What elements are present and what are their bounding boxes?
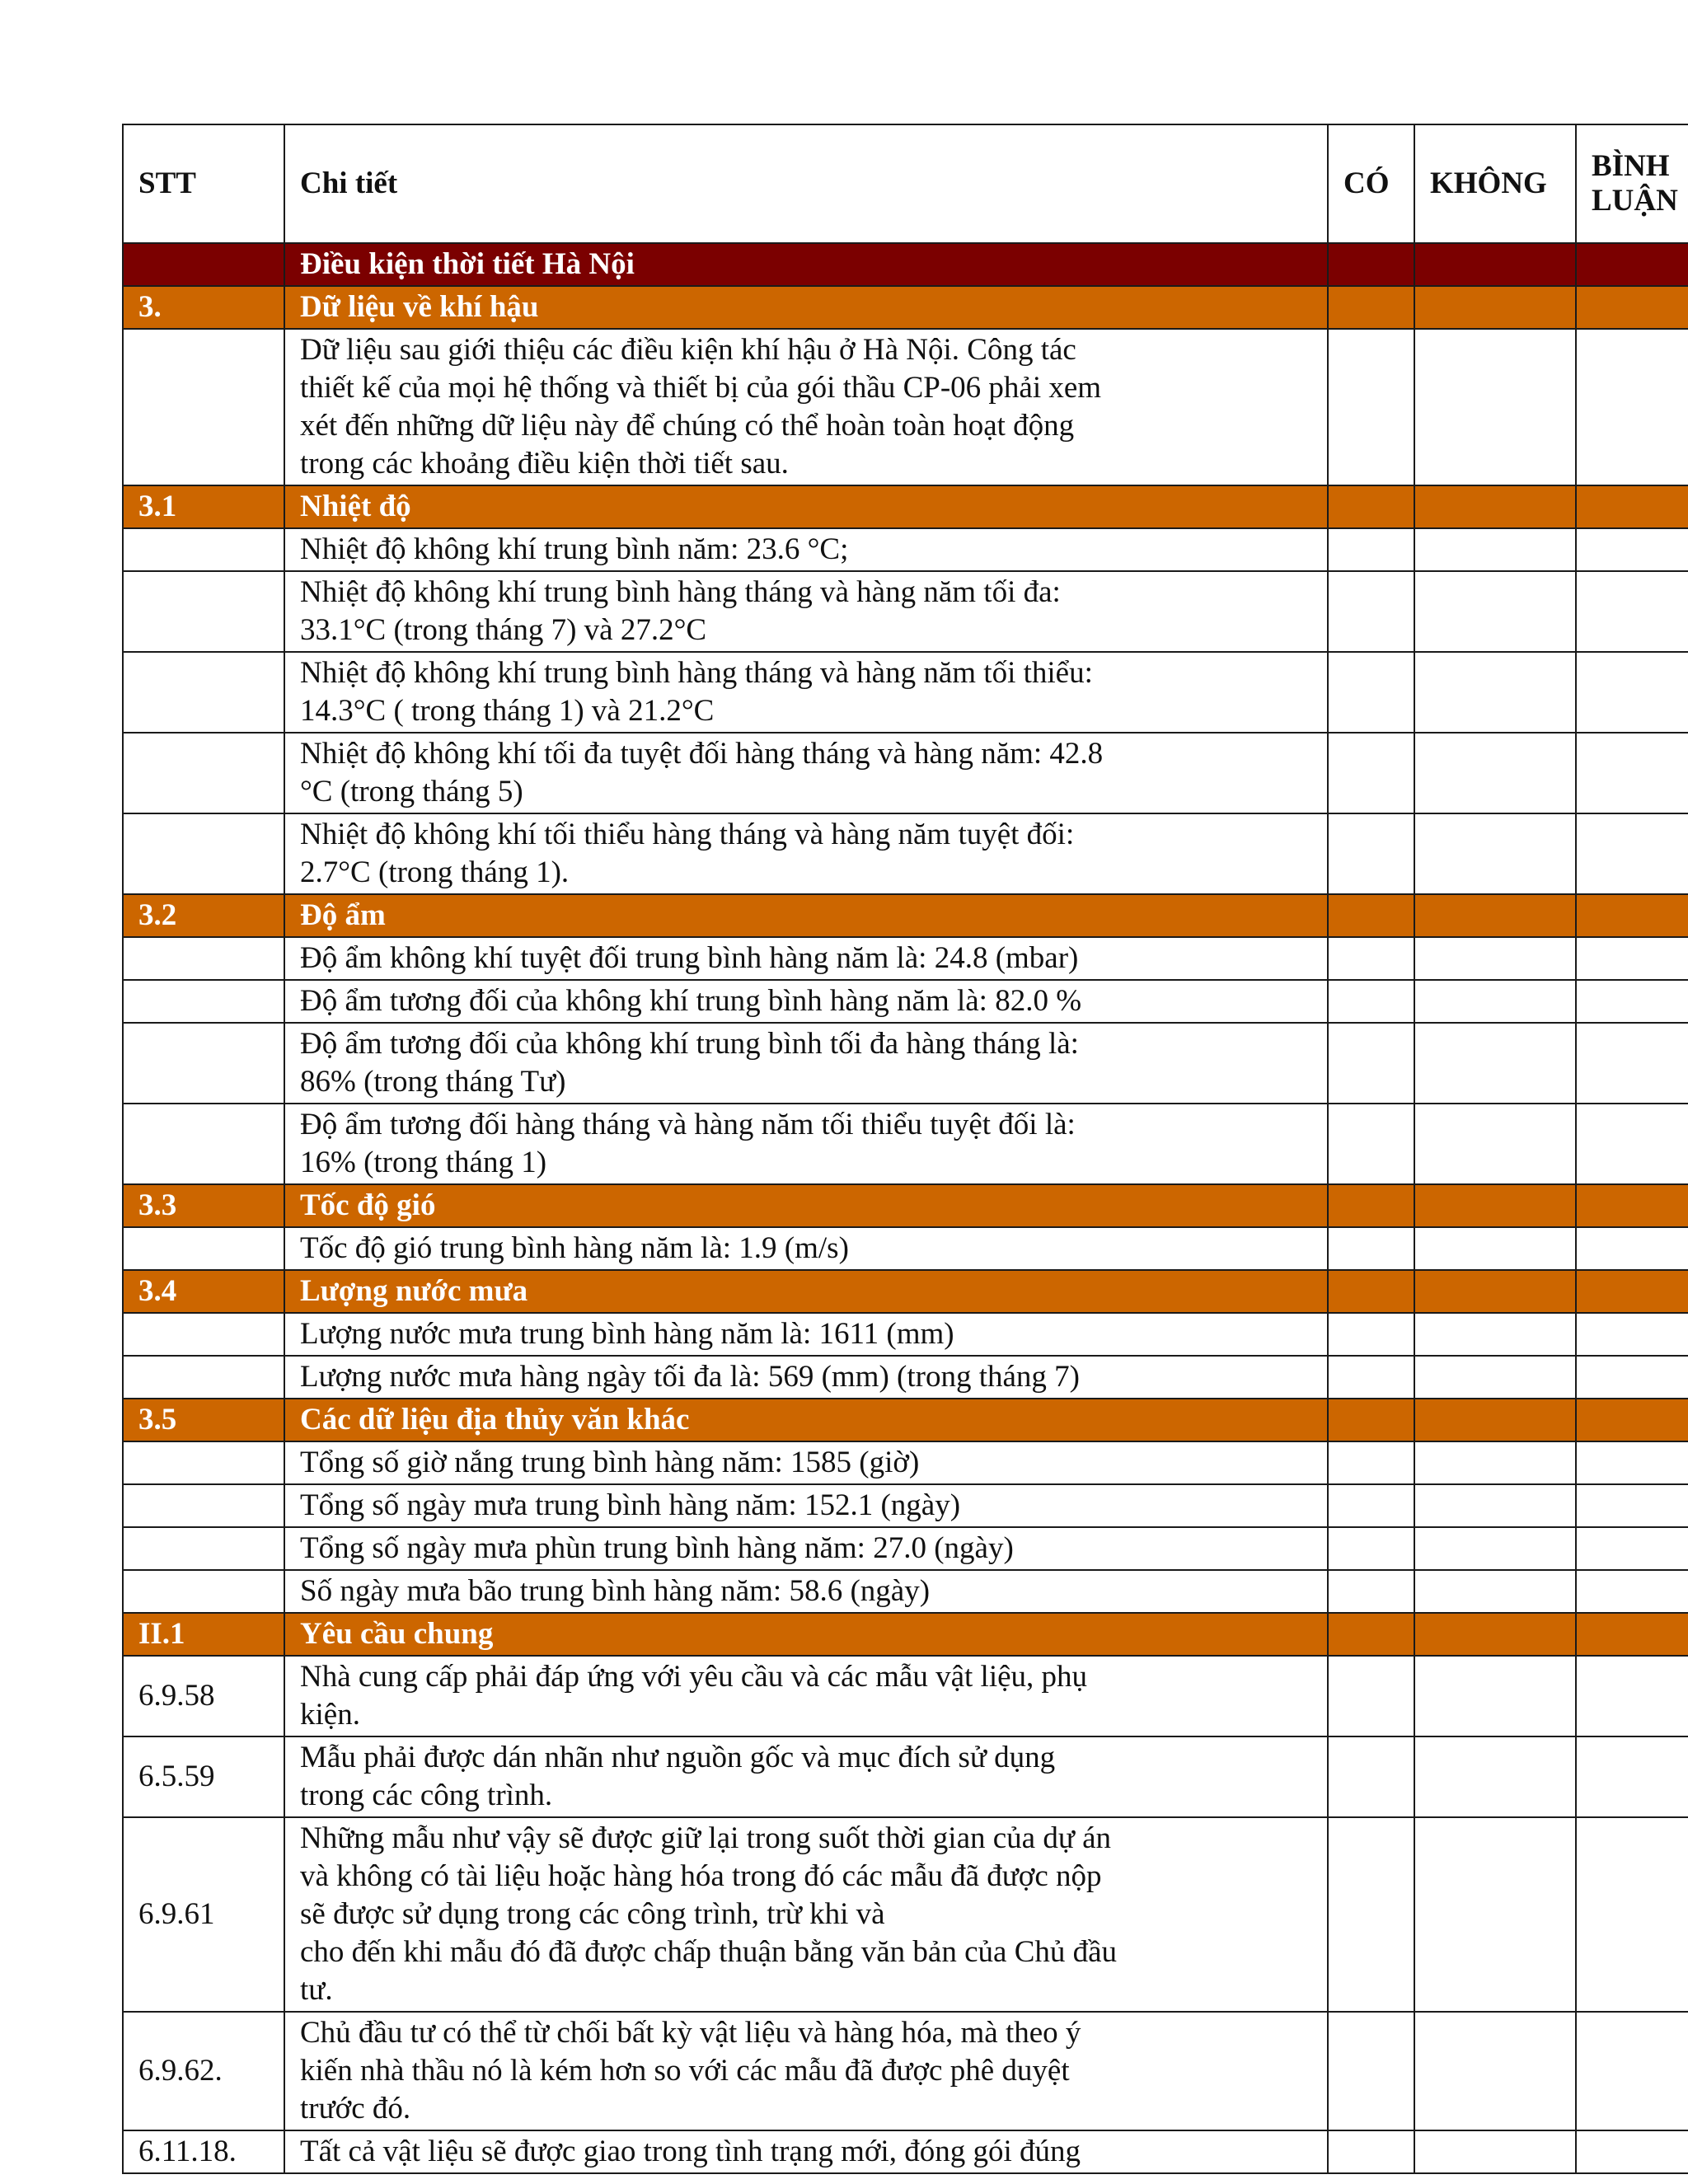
section-heading-row xyxy=(123,286,1688,329)
comment-cell[interactable] xyxy=(1576,652,1688,733)
section-no-cell xyxy=(1414,485,1576,528)
table-row xyxy=(123,733,1688,813)
yes-checkbox-cell[interactable] xyxy=(1328,1484,1414,1527)
comment-cell[interactable] xyxy=(1576,980,1688,1023)
comment-cell[interactable] xyxy=(1576,1817,1688,2012)
comment-cell[interactable] xyxy=(1576,2012,1688,2130)
detail-line: sẽ được sử dụng trong các công trình, trừ khi và xyxy=(300,1897,885,1931)
section-yes-cell xyxy=(1328,1399,1414,1441)
section-heading-row xyxy=(123,1184,1688,1227)
row-detail xyxy=(284,652,1328,733)
table-row xyxy=(123,1227,1688,1270)
table-row xyxy=(123,1817,1688,2012)
row-detail xyxy=(284,733,1328,813)
row-stt xyxy=(123,1356,284,1399)
detail-line: Độ ẩm tương đối của không khí trung bình hàng năm là: 82.0 % xyxy=(300,984,1082,1018)
yes-checkbox-cell[interactable] xyxy=(1328,652,1414,733)
row-stt xyxy=(123,1441,284,1484)
detail-line: 14.3°C ( trong tháng 1) và 21.2°C xyxy=(300,694,715,728)
no-checkbox-cell[interactable] xyxy=(1414,329,1576,485)
section-number: 3.4 xyxy=(123,1270,284,1313)
yes-checkbox-cell[interactable] xyxy=(1328,571,1414,652)
section-number: 3.3 xyxy=(123,1184,284,1227)
row-detail xyxy=(284,528,1328,571)
comment-cell[interactable] xyxy=(1576,1484,1688,1527)
no-checkbox-cell[interactable] xyxy=(1414,937,1576,980)
row-detail xyxy=(284,937,1328,980)
row-stt: 6.5.59 xyxy=(123,1736,284,1817)
no-checkbox-cell[interactable] xyxy=(1414,1104,1576,1184)
row-detail xyxy=(284,1441,1328,1484)
row-detail xyxy=(284,1656,1328,1736)
row-detail xyxy=(284,1227,1328,1270)
section-heading-row xyxy=(123,894,1688,937)
row-stt xyxy=(123,528,284,571)
table-row xyxy=(123,1570,1688,1613)
row-detail xyxy=(284,1356,1328,1399)
detail-line: cho đến khi mẫu đó đã được chấp thuận bằng văn bản của Chủ đầu xyxy=(300,1935,1118,1969)
table-row xyxy=(123,813,1688,894)
detail-line: tư. xyxy=(300,1973,333,2007)
detail-line: Nhiệt độ không khí trung bình hàng tháng và hàng năm tối thiểu: xyxy=(300,656,1093,690)
section-number: 3.5 xyxy=(123,1399,284,1441)
row-detail xyxy=(284,1736,1328,1817)
detail-line: Lượng nước mưa trung bình hàng năm là: 1611 (mm) xyxy=(300,1317,954,1351)
detail-line: và không có tài liệu hoặc hàng hóa trong đó các mẫu đã được nộp xyxy=(300,1859,1102,1893)
row-stt xyxy=(123,1527,284,1570)
row-detail xyxy=(284,1817,1328,2012)
detail-line: 2.7°C (trong tháng 1). xyxy=(300,855,570,889)
section-number: II.1 xyxy=(123,1613,284,1656)
section-no-cell xyxy=(1414,1613,1576,1656)
row-stt xyxy=(123,733,284,813)
section-no-cell xyxy=(1414,1184,1576,1227)
comment-cell[interactable] xyxy=(1576,937,1688,980)
yes-checkbox-cell[interactable] xyxy=(1328,937,1414,980)
detail-line: Những mẫu như vậy sẽ được giữ lại trong suốt thời gian của dự án xyxy=(300,1821,1112,1855)
detail-line: trong các công trình. xyxy=(300,1779,553,1812)
detail-line: Nhà cung cấp phải đáp ứng với yêu cầu và các mẫu vật liệu, phụ xyxy=(300,1660,1088,1694)
title-no-cell xyxy=(1414,243,1576,286)
section-comment-cell xyxy=(1576,894,1688,937)
detail-line: xét đến những dữ liệu này để chúng có thể hoàn toàn hoạt động xyxy=(300,409,1075,443)
yes-checkbox-cell[interactable] xyxy=(1328,1023,1414,1104)
no-checkbox-cell[interactable] xyxy=(1414,1356,1576,1399)
table-row xyxy=(123,2130,1688,2173)
no-checkbox-cell[interactable] xyxy=(1414,1736,1576,1817)
section-yes-cell xyxy=(1328,1613,1414,1656)
title-stt-cell xyxy=(123,243,284,286)
row-stt xyxy=(123,1023,284,1104)
yes-checkbox-cell[interactable] xyxy=(1328,329,1414,485)
table-row xyxy=(123,329,1688,485)
detail-line: Độ ẩm không khí tuyệt đối trung bình hàng năm là: 24.8 (mbar) xyxy=(300,941,1079,975)
yes-checkbox-cell[interactable] xyxy=(1328,1570,1414,1613)
detail-line: Nhiệt độ không khí tối đa tuyệt đối hàng tháng và hàng năm: 42.8 xyxy=(300,737,1104,771)
detail-line: Tổng số ngày mưa phùn trung bình hàng năm: 27.0 (ngày) xyxy=(300,1531,1014,1565)
row-stt xyxy=(123,1227,284,1270)
header-detail: Chi tiết xyxy=(284,124,1328,243)
detail-line: kiện. xyxy=(300,1698,360,1732)
yes-checkbox-cell[interactable] xyxy=(1328,1441,1414,1484)
yes-checkbox-cell[interactable] xyxy=(1328,1227,1414,1270)
comment-cell[interactable] xyxy=(1576,1227,1688,1270)
no-checkbox-cell[interactable] xyxy=(1414,1023,1576,1104)
comment-cell[interactable] xyxy=(1576,733,1688,813)
detail-line: Dữ liệu sau giới thiệu các điều kiện khí hậu ở Hà Nội. Công tác xyxy=(300,333,1076,367)
section-comment-cell xyxy=(1576,1184,1688,1227)
section-heading: Độ ẩm xyxy=(284,894,1328,937)
table-row xyxy=(123,1104,1688,1184)
detail-line: Tổng số giờ nắng trung bình hàng năm: 1585 (giờ) xyxy=(300,1446,920,1479)
no-checkbox-cell[interactable] xyxy=(1414,571,1576,652)
yes-checkbox-cell[interactable] xyxy=(1328,1656,1414,1736)
section-heading: Dữ liệu về khí hậu xyxy=(284,286,1328,329)
yes-checkbox-cell[interactable] xyxy=(1328,1527,1414,1570)
header-yes: CÓ xyxy=(1328,124,1414,243)
row-detail xyxy=(284,1484,1328,1527)
yes-checkbox-cell[interactable] xyxy=(1328,1313,1414,1356)
section-heading-row xyxy=(123,1613,1688,1656)
header-comment: BÌNH LUẬN xyxy=(1576,124,1688,243)
yes-checkbox-cell[interactable] xyxy=(1328,2130,1414,2173)
comment-cell[interactable] xyxy=(1576,1527,1688,1570)
requirements-checklist-table xyxy=(122,124,1688,2174)
section-comment-cell xyxy=(1576,1270,1688,1313)
yes-checkbox-cell[interactable] xyxy=(1328,2012,1414,2130)
table-title: Điều kiện thời tiết Hà Nội xyxy=(284,243,1328,286)
no-checkbox-cell[interactable] xyxy=(1414,1484,1576,1527)
row-stt xyxy=(123,1313,284,1356)
row-detail xyxy=(284,1023,1328,1104)
no-checkbox-cell[interactable] xyxy=(1414,733,1576,813)
yes-checkbox-cell[interactable] xyxy=(1328,980,1414,1023)
section-number: 3.1 xyxy=(123,485,284,528)
detail-line: kiến nhà thầu nó là kém hơn so với các mẫu đã được phê duyệt xyxy=(300,2054,1070,2088)
no-checkbox-cell[interactable] xyxy=(1414,813,1576,894)
table-row xyxy=(123,1656,1688,1736)
row-stt: 6.9.58 xyxy=(123,1656,284,1736)
row-detail xyxy=(284,2012,1328,2130)
table-row xyxy=(123,528,1688,571)
yes-checkbox-cell[interactable] xyxy=(1328,528,1414,571)
no-checkbox-cell[interactable] xyxy=(1414,1570,1576,1613)
table-row xyxy=(123,1736,1688,1817)
table-row xyxy=(123,652,1688,733)
section-no-cell xyxy=(1414,894,1576,937)
section-yes-cell xyxy=(1328,894,1414,937)
detail-line: trong các khoảng điều kiện thời tiết sau. xyxy=(300,447,789,480)
row-stt xyxy=(123,980,284,1023)
table-header-row xyxy=(123,124,1688,243)
detail-line: Nhiệt độ không khí trung bình năm: 23.6 °C; xyxy=(300,532,849,566)
comment-cell[interactable] xyxy=(1576,1023,1688,1104)
no-checkbox-cell[interactable] xyxy=(1414,980,1576,1023)
detail-line: Nhiệt độ không khí tối thiểu hàng tháng và hàng năm tuyệt đối: xyxy=(300,818,1075,851)
no-checkbox-cell[interactable] xyxy=(1414,2012,1576,2130)
section-heading-row xyxy=(123,1399,1688,1441)
section-heading: Tốc độ gió xyxy=(284,1184,1328,1227)
title-row xyxy=(123,243,1688,286)
no-checkbox-cell[interactable] xyxy=(1414,1441,1576,1484)
no-checkbox-cell[interactable] xyxy=(1414,1227,1576,1270)
section-no-cell xyxy=(1414,286,1576,329)
comment-cell[interactable] xyxy=(1576,329,1688,485)
row-stt xyxy=(123,652,284,733)
section-no-cell xyxy=(1414,1270,1576,1313)
table-row xyxy=(123,1484,1688,1527)
table-row xyxy=(123,1441,1688,1484)
table-row xyxy=(123,1356,1688,1399)
section-yes-cell xyxy=(1328,1270,1414,1313)
row-stt: 6.11.18. xyxy=(123,2130,284,2173)
table-row xyxy=(123,980,1688,1023)
row-stt xyxy=(123,329,284,485)
no-checkbox-cell[interactable] xyxy=(1414,1817,1576,2012)
section-heading-row xyxy=(123,1270,1688,1313)
table-row xyxy=(123,1313,1688,1356)
section-heading: Các dữ liệu địa thủy văn khác xyxy=(284,1399,1328,1441)
row-detail xyxy=(284,1570,1328,1613)
detail-line: 86% (trong tháng Tư) xyxy=(300,1065,566,1099)
row-detail xyxy=(284,1313,1328,1356)
comment-cell[interactable] xyxy=(1576,571,1688,652)
yes-checkbox-cell[interactable] xyxy=(1328,1817,1414,2012)
no-checkbox-cell[interactable] xyxy=(1414,1313,1576,1356)
section-heading-row xyxy=(123,485,1688,528)
yes-checkbox-cell[interactable] xyxy=(1328,1736,1414,1817)
section-comment-cell xyxy=(1576,1399,1688,1441)
section-yes-cell xyxy=(1328,485,1414,528)
comment-cell[interactable] xyxy=(1576,1441,1688,1484)
detail-line: Mẫu phải được dán nhãn như nguồn gốc và mục đích sử dụng xyxy=(300,1741,1056,1774)
section-yes-cell xyxy=(1328,1184,1414,1227)
section-number: 3.2 xyxy=(123,894,284,937)
table-row xyxy=(123,1527,1688,1570)
comment-cell[interactable] xyxy=(1576,528,1688,571)
row-stt xyxy=(123,937,284,980)
no-checkbox-cell[interactable] xyxy=(1414,2130,1576,2173)
row-detail xyxy=(284,980,1328,1023)
header-no: KHÔNG xyxy=(1414,124,1576,243)
detail-line: °C (trong tháng 5) xyxy=(300,775,523,808)
comment-cell[interactable] xyxy=(1576,1656,1688,1736)
detail-line: Độ ẩm tương đối của không khí trung bình tối đa hàng tháng là: xyxy=(300,1027,1079,1061)
detail-line: thiết kế của mọi hệ thống và thiết bị của gói thầu CP-06 phải xem xyxy=(300,371,1102,405)
row-stt: 6.9.62. xyxy=(123,2012,284,2130)
comment-cell[interactable] xyxy=(1576,1736,1688,1817)
title-yes-cell xyxy=(1328,243,1414,286)
comment-cell[interactable] xyxy=(1576,813,1688,894)
no-checkbox-cell[interactable] xyxy=(1414,1656,1576,1736)
yes-checkbox-cell[interactable] xyxy=(1328,733,1414,813)
yes-checkbox-cell[interactable] xyxy=(1328,1356,1414,1399)
row-stt xyxy=(123,1484,284,1527)
row-stt: 6.9.61 xyxy=(123,1817,284,2012)
detail-line: 16% (trong tháng 1) xyxy=(300,1146,547,1179)
detail-line: trước đó. xyxy=(300,2092,411,2125)
row-stt xyxy=(123,571,284,652)
comment-cell[interactable] xyxy=(1576,1313,1688,1356)
comment-cell[interactable] xyxy=(1576,2130,1688,2173)
comment-cell[interactable] xyxy=(1576,1356,1688,1399)
row-detail xyxy=(284,1104,1328,1184)
row-stt xyxy=(123,1570,284,1613)
table-row xyxy=(123,2012,1688,2130)
row-stt xyxy=(123,1104,284,1184)
section-number: 3. xyxy=(123,286,284,329)
table-row xyxy=(123,571,1688,652)
section-comment-cell xyxy=(1576,1613,1688,1656)
no-checkbox-cell[interactable] xyxy=(1414,528,1576,571)
yes-checkbox-cell[interactable] xyxy=(1328,813,1414,894)
no-checkbox-cell[interactable] xyxy=(1414,1527,1576,1570)
comment-cell[interactable] xyxy=(1576,1104,1688,1184)
yes-checkbox-cell[interactable] xyxy=(1328,1104,1414,1184)
detail-line: 33.1°C (trong tháng 7) và 27.2°C xyxy=(300,613,707,647)
row-detail xyxy=(284,571,1328,652)
detail-line: Số ngày mưa bão trung bình hàng năm: 58.6 (ngày) xyxy=(300,1574,931,1608)
detail-line: Chủ đầu tư có thể từ chối bất kỳ vật liệu và hàng hóa, mà theo ý xyxy=(300,2016,1081,2050)
section-heading: Lượng nước mưa xyxy=(284,1270,1328,1313)
section-no-cell xyxy=(1414,1399,1576,1441)
table-row xyxy=(123,1023,1688,1104)
row-detail xyxy=(284,1527,1328,1570)
detail-line: Lượng nước mưa hàng ngày tối đa là: 569 (mm) (trong tháng 7) xyxy=(300,1360,1080,1394)
section-heading: Yêu cầu chung xyxy=(284,1613,1328,1656)
detail-line: Tốc độ gió trung bình hàng năm là: 1.9 (m/s) xyxy=(300,1231,849,1265)
row-detail xyxy=(284,813,1328,894)
row-stt xyxy=(123,813,284,894)
section-comment-cell xyxy=(1576,286,1688,329)
title-comment-cell xyxy=(1576,243,1688,286)
detail-line: Tổng số ngày mưa trung bình hàng năm: 152.1 (ngày) xyxy=(300,1488,961,1522)
row-detail xyxy=(284,329,1328,485)
comment-cell[interactable] xyxy=(1576,1570,1688,1613)
table-row xyxy=(123,937,1688,980)
section-yes-cell xyxy=(1328,286,1414,329)
detail-line: Độ ẩm tương đối hàng tháng và hàng năm tối thiểu tuyệt đối là: xyxy=(300,1108,1076,1141)
header-stt: STT xyxy=(123,124,284,243)
no-checkbox-cell[interactable] xyxy=(1414,652,1576,733)
row-detail xyxy=(284,2130,1328,2173)
section-comment-cell xyxy=(1576,485,1688,528)
section-heading: Nhiệt độ xyxy=(284,485,1328,528)
detail-line: Tất cả vật liệu sẽ được giao trong tình trạng mới, đóng gói đúng xyxy=(300,2135,1081,2168)
detail-line: Nhiệt độ không khí trung bình hàng tháng và hàng năm tối đa: xyxy=(300,575,1061,609)
